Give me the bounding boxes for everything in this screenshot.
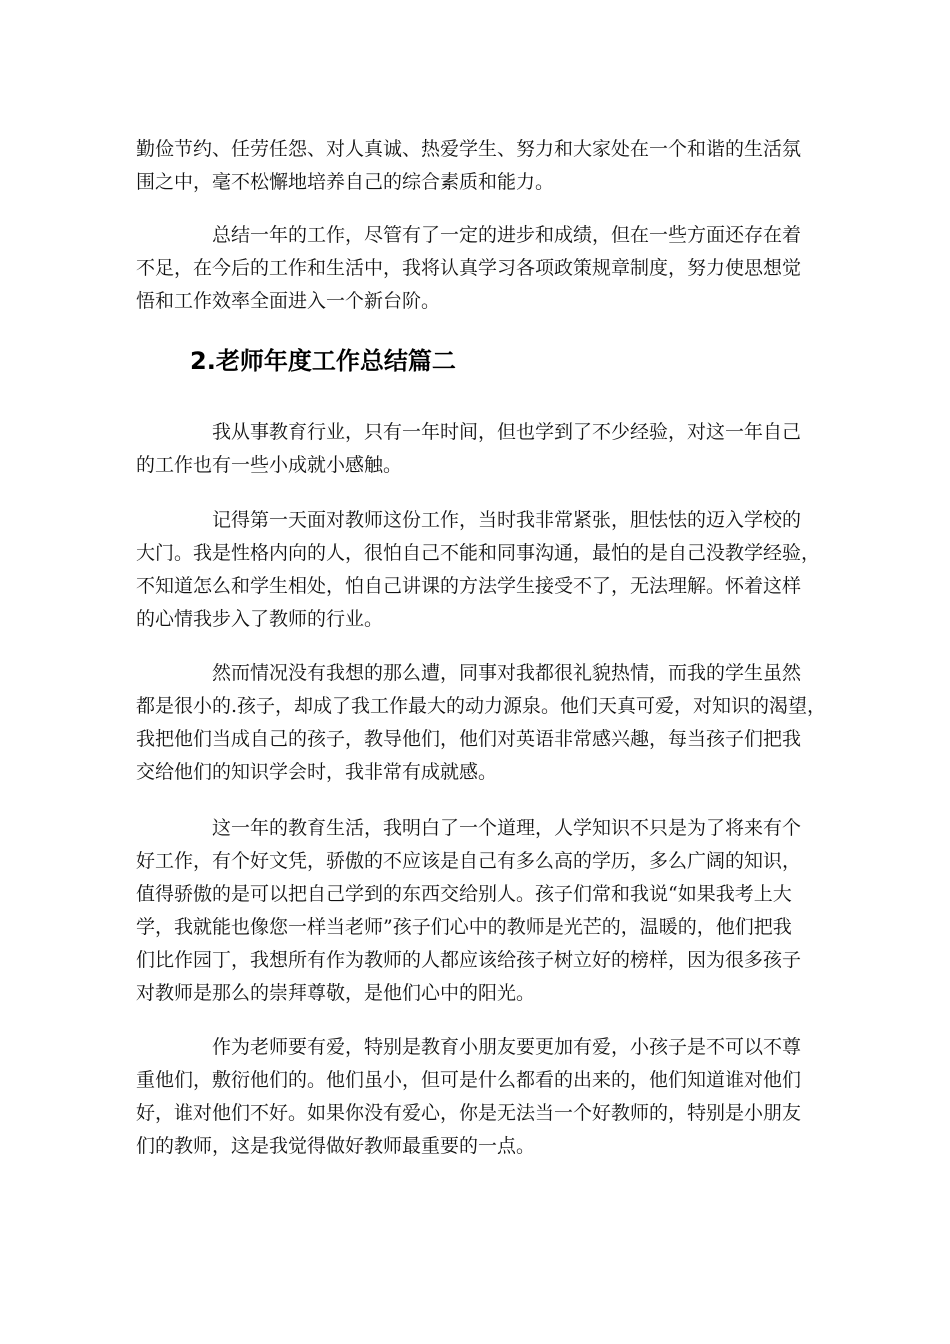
paragraph-line: 们的教师，这是我觉得做好教师最重要的一点。 [136, 1135, 536, 1157]
paragraph [136, 504, 826, 636]
paragraph-line: 记得第一天面对教师这份工作，当时我非常紧张，胆怯怯的迈入学校的 [212, 509, 802, 531]
paragraph-line: 这一年的教育生活，我明白了一个道理，人学知识不只是为了将来有个 [212, 817, 802, 839]
paragraph [136, 1031, 826, 1163]
paragraph-line: 交给他们的知识学会时，我非常有成就感。 [136, 761, 498, 783]
paragraph-line: 的心情我步入了教师的行业。 [136, 608, 384, 630]
paragraph-line: 好，谁对他们不好。如果你没有爱心，你是无法当一个好教师的，特别是小朋友 [136, 1102, 802, 1124]
paragraph-line: 不足，在今后的工作和生活中，我将认真学习各项政策规章制度，努力使思想觉 [136, 257, 802, 279]
paragraph-line: 好工作，有个好文凭，骄傲的不应该是自己有多么高的学历，多么广阔的知识， [136, 850, 802, 872]
paragraph-line: 学，我就能也像您一样当老师”孩子们心中的教师是光芒的，温暖的，他们把我 [136, 916, 792, 938]
paragraph [136, 219, 826, 318]
paragraph-line: 不知道怎么和学生相处，怕自己讲课的方法学生接受不了，无法理解。怀着这样 [136, 575, 802, 597]
paragraph [136, 133, 826, 199]
paragraph [136, 416, 826, 482]
paragraph-line: 对教师是那么的崇拜尊敬，是他们心中的阳光。 [136, 982, 536, 1004]
paragraph [136, 657, 826, 789]
paragraph-line: 我把他们当成自己的孩子，教导他们，他们对英语非常感兴趣，每当孩子们把我 [136, 728, 802, 750]
paragraph-line: 我从事教育行业，只有一年时间，但也学到了不少经验，对这一年自己 [212, 421, 802, 443]
paragraph-line: 然而情况没有我想的那么遭，同事对我都很礼貌热情，而我的学生虽然 [212, 662, 802, 684]
paragraph-line: 围之中，毫不松懈地培养自己的综合素质和能力。 [136, 171, 555, 193]
paragraph-line: 悟和工作效率全面进入一个新台阶。 [136, 290, 441, 312]
paragraph-line: 重他们，敷衍他们的。他们虽小，但可是什么都看的出来的，他们知道谁对他们 [136, 1069, 802, 1091]
paragraph-line: 大门。我是性格内向的人，很怕自己不能和同事沟通，最怕的是自己没教学经验， [136, 542, 821, 564]
paragraph-line: 勤俭节约、任劳任怨、对人真诚、热爱学生、努力和大家处在一个和谐的生活氛 [136, 138, 802, 160]
paragraph-line: 们比作园丁，我想所有作为教师的人都应该给孩子树立好的榜样，因为很多孩子 [136, 949, 802, 971]
paragraph [136, 812, 826, 1010]
paragraph-line: 总结一年的工作，尽管有了一定的进步和成绩，但在一些方面还存在着 [212, 224, 802, 246]
paragraph-line: 都是很小的.孩子，却成了我工作最大的动力源泉。他们天真可爱，对知识的渴望， [136, 695, 827, 717]
paragraph-line: 的工作也有一些小成就小感触。 [136, 454, 403, 476]
paragraph-line: 作为老师要有爱，特别是教育小朋友要更加有爱，小孩子是不可以不尊 [212, 1036, 802, 1058]
section-heading: 2.老师年度工作总结篇二 [190, 347, 456, 375]
paragraph-line: 值得骄傲的是可以把自己学到的东西交给别人。孩子们常和我说“如果我考上大 [136, 883, 792, 905]
